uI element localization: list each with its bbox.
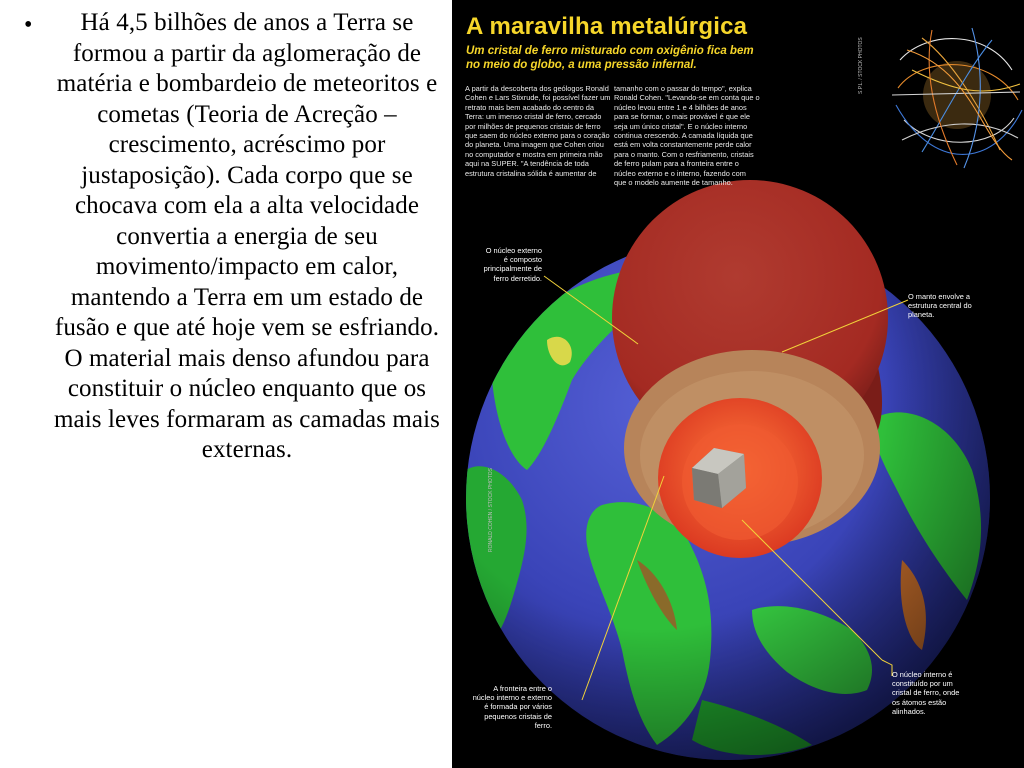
bullet-marker: •	[24, 12, 33, 38]
magazine-body-column-2: tamanho com o passar do tempo", explica Ronald Cohen. "Levando-se em conta que o núcleo levou entre 1 e 4 bilhões de anos para se formar, o mais provável é que ele seja um único cristal". E o núcleo interno continua crescendo. A camada líquida que está em volta constantemente perde calor para o manto. Com o resfriamento, cristais de ferro pulam para a fronteira entre o núcleo externo e o interno, fazendo com que o modelo aumente de tamanho.	[614, 84, 760, 188]
magazine-subtitle: Um cristal de ferro misturado com oxigênio fica bem no meio do globo, a uma pressão infernal.	[466, 45, 754, 71]
slide-paragraph: Há 4,5 bilhões de anos a Terra se formou a partir da aglomeração de matéria e bombardeio de meteoritos e cometas (Teoria de Acreção – crescimento, acréscimo por justaposição). Cada corpo que se chocava com ela a alta velocidade convertia a energia de seu movimento/impacto em calor, mantendo a Terra em um estado de fusão e que até hoje vem se esfriando. O material mais denso afundou para constituir o núcleo enquanto que os mais leves formaram as camadas mais externas.	[54, 9, 440, 463]
magazine-figure	[452, 0, 1024, 768]
earth-cutaway-layers	[612, 180, 888, 558]
callout-core-boundary: A fronteira entre o núcleo interno e externo é formada por vários pequenos cristais de ferro.	[472, 684, 552, 730]
callout-inner-core: O núcleo interno é constituído por um cristal de ferro, onde os átomos estão alinhados.	[892, 670, 960, 716]
slide-text-column	[18, 8, 448, 466]
magnetic-field-icon	[892, 28, 1022, 168]
callout-outer-core: O núcleo externo é composto principalmente de ferro derretido.	[483, 246, 542, 283]
photo-credit-side: RONALD COHEN / STOCK PHOTOS	[488, 468, 494, 552]
bullet-item	[18, 8, 448, 466]
magazine-body-column-1: A partir da descoberta dos geólogos Ronald Cohen e Lars Stixrude, foi possível fazer um retrato mais bem acabado do centro da Terra: um imenso cristal de ferro, cercado por milhões de pequenos cristais de ferro que saem do núcleo externo para o coração do planeta. Uma imagem que Cohen criou no computador e mostra em primeira mão aqui na SUPER. "A tendência de toda estrutura cristalina sólida é aumentar de	[465, 84, 611, 178]
magazine-title: A maravilha metalúrgica	[466, 13, 748, 40]
callout-mantle: O manto envolve a estrutura central do planeta.	[908, 292, 972, 320]
photo-credit-top: S.P.L. / STOCK PHOTOS	[858, 37, 864, 94]
